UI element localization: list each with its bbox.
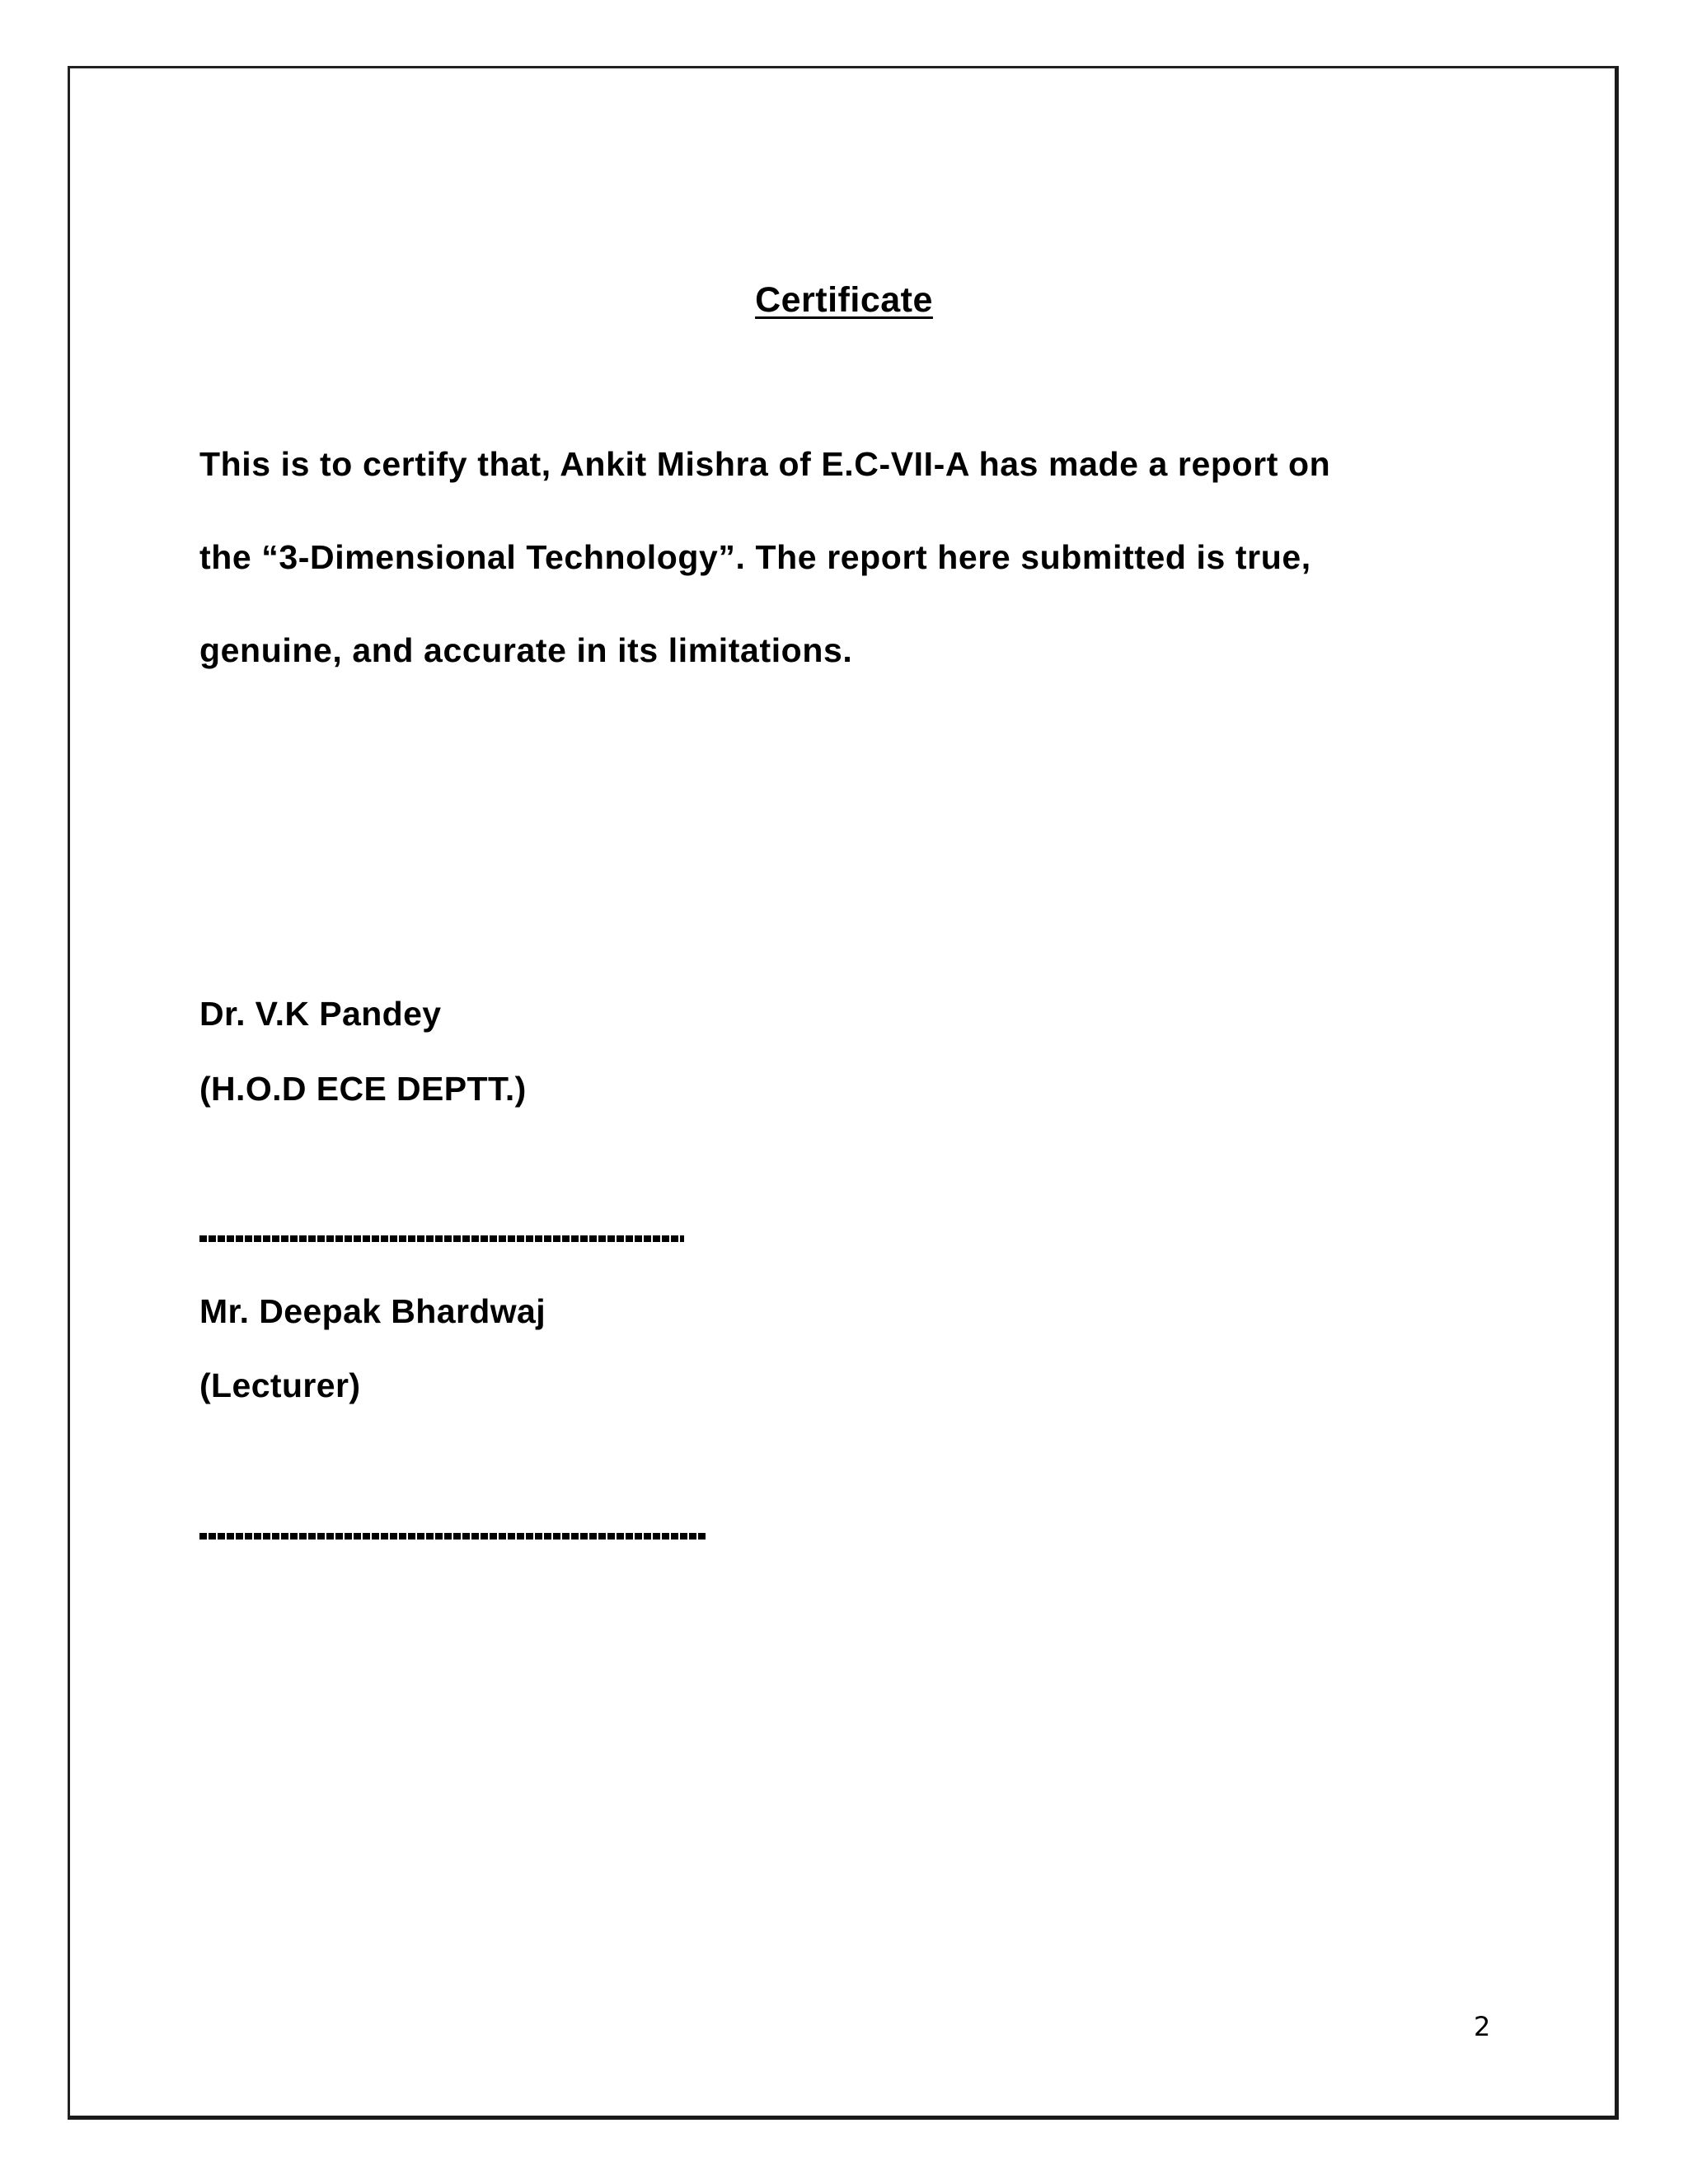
signatory-1-designation: (H.O.D ECE DEPTT.) — [199, 1070, 527, 1108]
page-number: 2 — [1474, 2011, 1491, 2042]
signatory-2-name: Mr. Deepak Bhardwaj — [199, 1292, 546, 1330]
certificate-text-line-2: the “3-Dimensional Technology”. The report here submitted is true, — [199, 538, 1311, 576]
signature-line-2 — [199, 1533, 707, 1540]
certificate-text-line-3: genuine, and accurate in its limitations. — [199, 631, 853, 669]
certificate-text-line-1: This is to certify that, Ankit Mishra of E.C-VII-A has made a report on — [199, 445, 1331, 483]
certificate-title: Certificate — [755, 280, 933, 320]
signatory-1-name: Dr. V.K Pandey — [199, 995, 442, 1033]
signatory-2-designation: (Lecturer) — [199, 1366, 361, 1404]
signature-line-1 — [199, 1235, 684, 1242]
